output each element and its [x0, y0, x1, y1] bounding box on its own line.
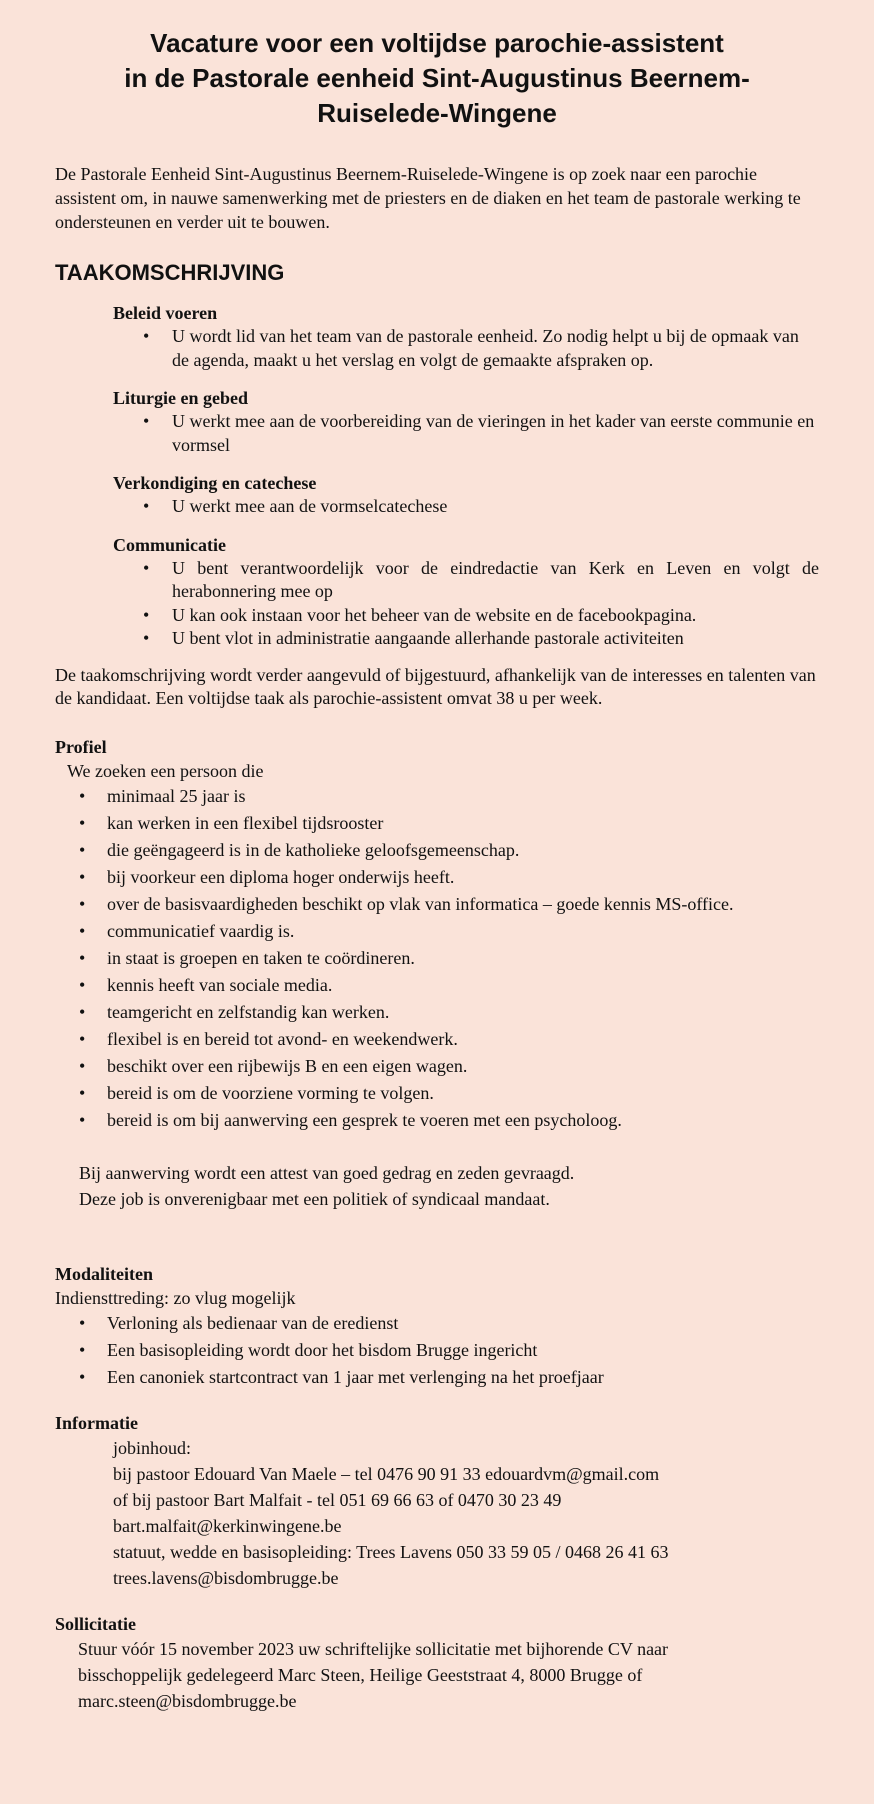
information-line: jobinhoud:	[113, 1437, 192, 1458]
list-item: • bij voorkeur een diploma hoger onderwijs heeft.	[55, 864, 819, 891]
application-section	[55, 1612, 819, 1714]
task-section-communicatie	[113, 533, 819, 651]
application-line: Stuur vóór 15 november 2023 uw schriftelijke sollicitatie met bijhorende CV naar	[78, 1638, 669, 1659]
task-heading: Liturgie en gebed	[113, 388, 248, 408]
profile-lead: We zoeken een persoon die	[67, 760, 264, 781]
profile-note-conduct: Bij aanwerving wordt een attest van goed gedrag en zeden gevraagd.	[79, 1162, 575, 1183]
task-heading: Verkondiging en catechese	[113, 473, 317, 493]
information-line: trees.lavens@bisdombrugge.be	[113, 1567, 339, 1588]
title-line-3: Ruiselede-Wingene	[317, 98, 557, 128]
application-line: bisschoppelijk gedelegeerd Marc Steen, Heilige Geeststraat 4, 8000 Brugge of	[78, 1664, 643, 1685]
title-line-2: in de Pastorale eenheid Sint-Augustinus Beernem-	[124, 63, 750, 93]
application-line: marc.steen@bisdombrugge.be	[78, 1690, 297, 1711]
list-item: • flexibel is en bereid tot avond- en weekendwerk.	[55, 1026, 819, 1053]
list-item: • U kan ook instaan voor het beheer van de website en de facebookpagina.	[113, 604, 819, 628]
modalities-lead: Indiensttreding: zo vlug mogelijk	[55, 1287, 296, 1308]
profile-note-mandate: Deze job is onverenigbaar met een politiek of syndicaal mandaat.	[79, 1188, 550, 1209]
profile-heading: Profiel	[55, 736, 107, 757]
list-item: • bereid is om bij aanwerving een gesprek te voeren met een psycholoog.	[55, 1107, 819, 1134]
list-item: • U werkt mee aan de vormselcatechese	[113, 495, 819, 519]
list-item: • kan werken in een flexibel tijdsrooster	[55, 810, 819, 837]
list-item: • U bent vlot in administratie aangaande allerhande pastorale activiteiten	[113, 627, 819, 651]
list-item: • in staat is groepen en taken te coördineren.	[55, 945, 819, 972]
list-item: • Verloning als bedienaar van de eredienst	[55, 1310, 819, 1337]
list-item: • communicatief vaardig is.	[55, 918, 819, 945]
document-title	[55, 0, 819, 131]
list-item: • Een canoniek startcontract van 1 jaar met verlenging na het proefjaar	[55, 1364, 819, 1391]
information-line: bij pastoor Edouard Van Maele – tel 0476 90 91 33 edouardvm@gmail.com	[113, 1463, 660, 1484]
list-item: • U bent verantwoordelijk voor de eindredactie van Kerk en Leven en volgt de herabonnering mee op	[113, 557, 819, 604]
information-line: bart.malfait@kerkinwingene.be	[113, 1515, 342, 1536]
information-heading: Informatie	[55, 1412, 138, 1433]
list-item: • U wordt lid van het team van de pastorale eenheid. Zo nodig helpt u bij de opmaak van de agenda, maakt u het verslag en volgt de gemaakte afspraken op.	[113, 325, 819, 372]
task-list	[113, 557, 819, 651]
list-item: • over de basisvaardigheden beschikt op vlak van informatica – goede kennis MS-office.	[55, 891, 819, 918]
list-item: • Een basisopleiding wordt door het bisdom Brugge ingericht	[55, 1337, 819, 1364]
modalities-list	[55, 1310, 819, 1391]
modalities-heading: Modaliteiten	[55, 1263, 153, 1284]
list-item: • U werkt mee aan de voorbereiding van de vieringen in het kader van eerste communie en vormsel	[113, 410, 819, 457]
task-heading: Beleid voeren	[113, 303, 218, 323]
information-line: of bij pastoor Bart Malfait - tel 051 69 66 63 of 0470 30 23 49	[113, 1489, 562, 1510]
task-heading: Communicatie	[113, 534, 226, 555]
intro-paragraph: De Pastorale Eenheid Sint-Augustinus Beernem-Ruiselede-Wingene is op zoek naar een parochie assistent om, in nauwe samenwerking met de priesters en de diaken en het team de pastorale werking te ondersteunen en verder uit te bouwen.	[55, 164, 801, 232]
list-item: • beschikt over een rijbewijs B en een eigen wagen.	[55, 1053, 819, 1080]
task-section-verkondiging	[113, 471, 819, 519]
list-item: • bereid is om de voorziene vorming te volgen.	[55, 1080, 819, 1107]
task-list	[113, 410, 819, 457]
task-description-heading: TAAKOMSCHRIJVING	[55, 260, 285, 285]
list-item: • kennis heeft van sociale media.	[55, 972, 819, 999]
list-item: • minimaal 25 jaar is	[55, 783, 819, 810]
title-line-1: Vacature voor een voltijdse parochie-assistent	[150, 28, 724, 58]
profile-list	[55, 783, 819, 1134]
task-list	[113, 325, 819, 372]
information-line: statuut, wedde en basisopleiding: Trees Lavens 050 33 59 05 / 0468 26 41 63	[113, 1541, 669, 1562]
task-section-liturgie	[113, 386, 819, 457]
modalities-section	[55, 1262, 819, 1391]
list-item: • die geëngageerd is in de katholieke geloofsgemeenschap.	[55, 837, 819, 864]
task-list	[113, 495, 819, 519]
task-section-beleid	[113, 301, 819, 372]
list-item: • teamgericht en zelfstandig kan werken.	[55, 999, 819, 1026]
information-section	[55, 1411, 819, 1591]
task-note-paragraph: De taakomschrijving wordt verder aangevuld of bijgestuurd, afhankelijk van de interesses en talenten van de kandidaat. Een voltijdse taak als parochie-assistent omvat 38 u per week.	[55, 664, 816, 708]
application-heading: Sollicitatie	[55, 1613, 136, 1634]
profile-section	[55, 735, 819, 1212]
